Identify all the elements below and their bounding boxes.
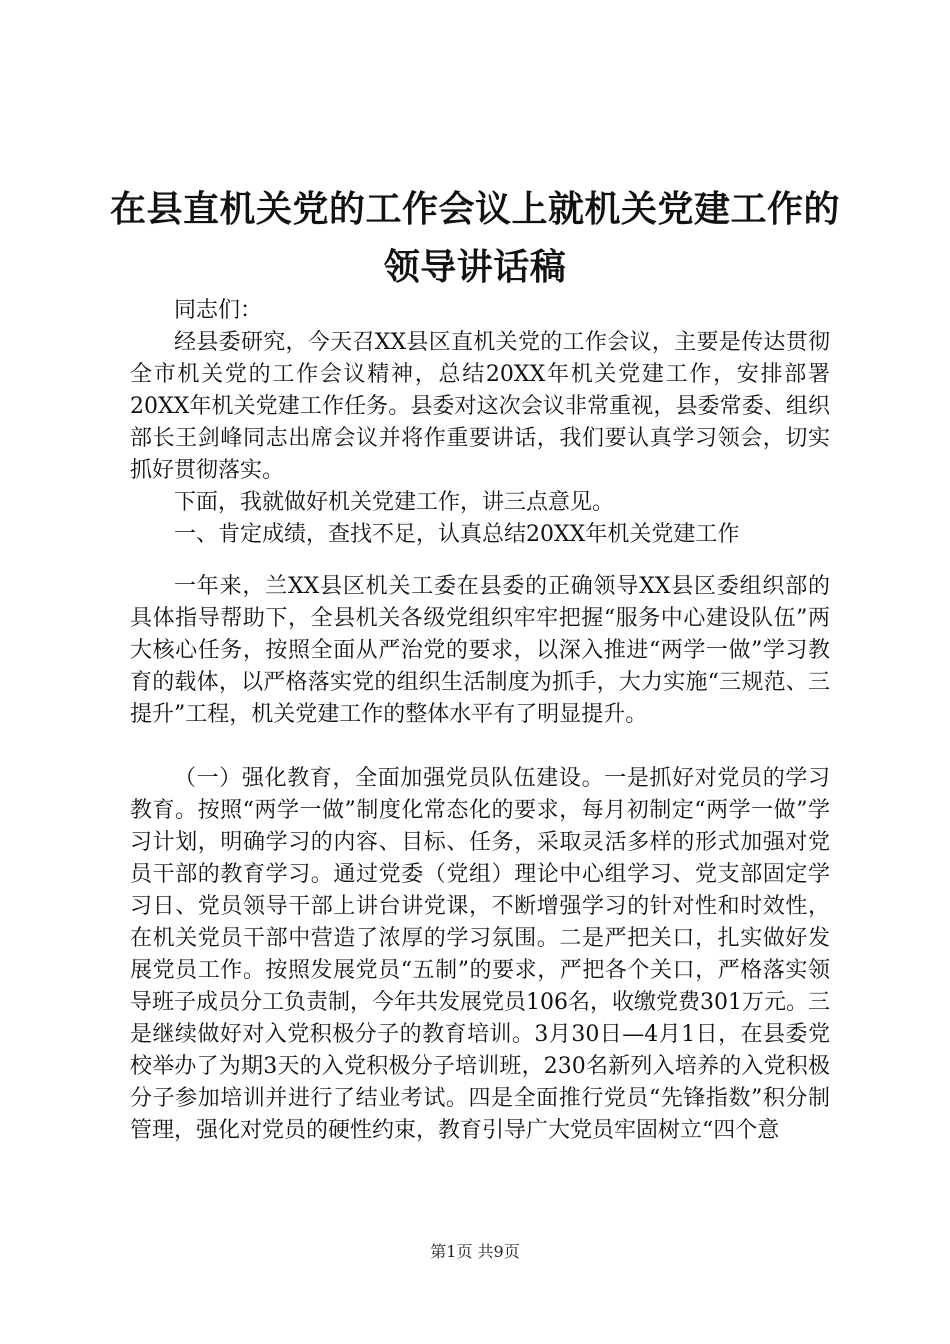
paragraph-education: [130, 763, 830, 1147]
section-heading: 一、肯定成绩，查找不足，认真总结20XX年机关党建工作: [174, 522, 740, 547]
page-number-footer: 第1页 共9页: [430, 1242, 520, 1261]
paragraph: 下面，我就做好机关党建工作，讲三点意见。: [174, 490, 615, 515]
paragraph: （一）强化教育，全面加强党员队伍建设。一是抓好对党员的学习教育。按照“两学一做”制度化常态化的要求，每月初制定“两学一做”学习计划，明确学习的内容、目标、任务，采取灵活多样的形式加强对党员干部的教育学习。通过党委（党组）理论中心组学习、党支部固定学习日、党员领导干部上讲台讲党课，不断增强学习的针对性和时效性，在机关党员干部中营造了浓厚的学习氛围。二是严把关口，扎实做好发展党员工作。按照发展党员“五制”的要求，严把各个关口，严格落实领导班子成员分工负责制，今年共发展党员106名，收缴党费301万元。三是继续做好对入党积极分子的教育培训。3月30日—4月1日，在县委党校举办了为期3天的入党积极分子培训班，230名新列入培养的入党积极分子参加培训并进行了结业考试。四是全面推行党员“先锋指数”积分制管理，强化对党员的硬性约束，教育引导广大党员牢固树立“四个意: [130, 766, 830, 1143]
paragraph: 经县委研究，今天召XX县区直机关党的工作会议，主要是传达贯彻全市机关党的工作会议精神，总结20XX年机关党建工作，安排部署20XX年机关党建工作任务。县委对这次会议非常重视，县委常委、组织部长王剑峰同志出席会议并将作重要讲话，我们要认真学习领会，切实抓好贯彻落实。: [130, 330, 830, 483]
paragraph-achievements: [130, 571, 830, 731]
document-title-line-2: 领导讲话稿: [383, 247, 567, 288]
document-title-line-1: 在县直机关党的工作会议上就机关党建工作的: [109, 189, 840, 230]
section-heading-1: [130, 519, 830, 551]
paragraph-intro: [130, 327, 830, 487]
paragraph: 一年来，兰XX县区机关工委在县委的正确领导XX县区委组织部的具体指导帮助下，全县机关各级党组织牢牢把握“服务中心建设队伍”两大核心任务，按照全面从严治党的要求，以深入推进“两学一做”学习教育的载体，以严格落实党的组织生活制度为抓手，大力实施“三规范、三提升”工程，机关党建工作的整体水平有了明显提升。: [130, 574, 830, 727]
paragraph-opinions: [130, 487, 830, 519]
salutation: 同志们：: [174, 298, 263, 323]
